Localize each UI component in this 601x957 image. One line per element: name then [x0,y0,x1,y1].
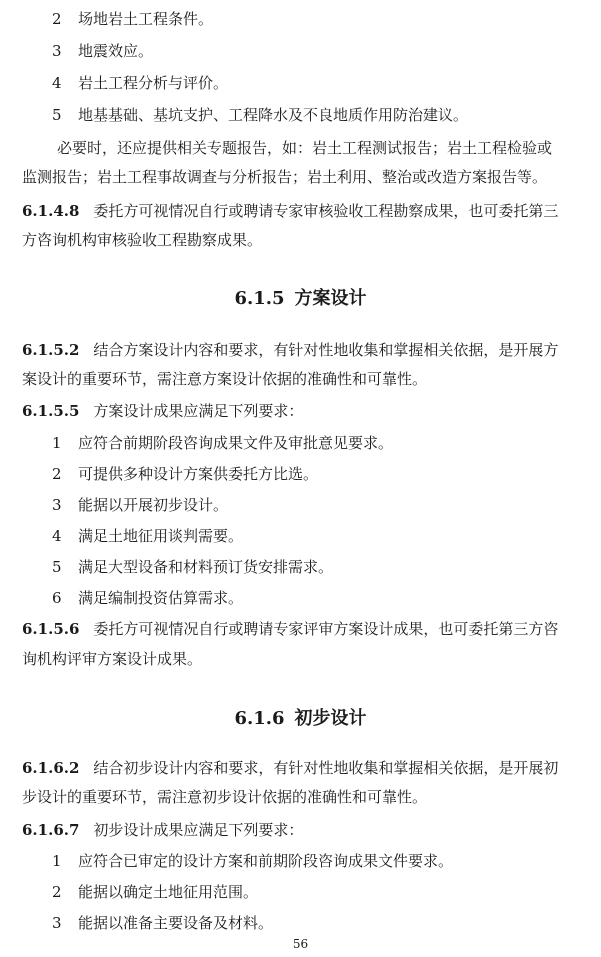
paragraph-line: 必要时，还应提供相关专题报告，如：岩土工程测试报告；岩土工程检验或 [57,139,553,157]
section-number: 6.1.5 [234,288,285,309]
clause [22,201,558,221]
clause-continuation: 案设计的重要环节，需注意方案设计依据的准确性和可靠性。 [22,370,428,388]
list-item [52,105,468,125]
section-number: 6.1.6 [234,708,285,729]
clause [22,340,558,360]
list-item-number: 6 [52,589,62,607]
list-item-text: 满足编制投资估算需求。 [78,589,244,607]
clause-continuation: 询机构评审方案设计成果。 [22,650,203,668]
list-item-text: 能据以开展初步设计。 [78,496,229,514]
list-item [52,9,213,29]
clause-number: 6.1.6.2 [22,759,80,777]
list-item-text: 能据以确定土地征用范围。 [78,883,259,901]
clause-number: 6.1.5.5 [22,402,80,420]
list-item-number: 5 [52,106,62,124]
list-item-number: 1 [52,434,62,452]
list-item-text: 地基基础、基坑支护、工程降水及不良地质作用防治建议。 [78,106,469,124]
clause-continuation: 步设计的重要环节，需注意初步设计依据的准确性和可靠性。 [22,788,428,806]
list-item-number: 1 [52,852,62,870]
list-item-text: 能据以准备主要设备及材料。 [78,914,274,932]
clause-text: 方案设计成果应满足下列要求： [93,402,304,420]
list-item [52,588,243,608]
list-item-number: 2 [52,883,62,901]
list-item-number: 2 [52,465,62,483]
list-item [52,495,228,515]
paragraph-line: 监测报告；岩土工程事故调查与分析报告；岩土利用、整治或改造方案报告等。 [22,168,548,186]
clause-continuation: 方咨询机构审核验收工程勘察成果。 [22,231,263,249]
list-item-text: 岩土工程分析与评价。 [78,74,229,92]
list-item-number: 3 [52,42,62,60]
list-item-text: 应符合已审定的设计方案和前期阶段咨询成果文件要求。 [78,852,454,870]
list-item [52,526,243,546]
list-item-text: 满足土地征用谈判需要。 [78,527,244,545]
clause-number: 6.1.5.6 [22,620,80,638]
list-item-number: 5 [52,558,62,576]
list-item [52,41,153,61]
clause-number: 6.1.5.2 [22,341,80,359]
section-heading [0,284,601,310]
clause-text: 委托方可视情况自行或聘请专家评审方案设计成果，也可委托第三方咨 [93,620,559,638]
list-item [52,464,318,484]
list-item-text: 应符合前期阶段咨询成果文件及审批意见要求。 [78,434,394,452]
section-heading [0,704,601,730]
clause-text: 委托方可视情况自行或聘请专家审核验收工程勘察成果，也可委托第三 [93,202,559,220]
list-item-number: 4 [52,527,62,545]
clause [22,401,303,421]
list-item [52,73,228,93]
list-item-number: 2 [52,10,62,28]
list-item-number: 4 [52,74,62,92]
page-number: 56 [292,937,309,951]
clause-text: 结合初步设计内容和要求，有针对性地收集和掌握相关依据，是开展初 [93,759,559,777]
list-item [52,557,333,577]
clause [22,619,558,639]
clause-text: 初步设计成果应满足下列要求： [93,821,304,839]
list-item [52,851,453,871]
section-title: 方案设计 [294,288,367,309]
list-item-text: 地震效应。 [78,42,154,60]
clause-number: 6.1.6.7 [22,821,80,839]
list-item-text: 可提供多种设计方案供委托方比选。 [78,465,319,483]
list-item [52,433,393,453]
clause-text: 结合方案设计内容和要求，有针对性地收集和掌握相关依据，是开展方 [93,341,559,359]
clause [22,758,558,778]
list-item-text: 满足大型设备和材料预订货安排需求。 [78,558,334,576]
clause-number: 6.1.4.8 [22,202,80,220]
list-item-number: 3 [52,914,62,932]
list-item-number: 3 [52,496,62,514]
section-title: 初步设计 [294,708,367,729]
clause [22,820,303,840]
list-item [52,913,273,933]
list-item [52,882,258,902]
list-item-text: 场地岩土工程条件。 [78,10,214,28]
